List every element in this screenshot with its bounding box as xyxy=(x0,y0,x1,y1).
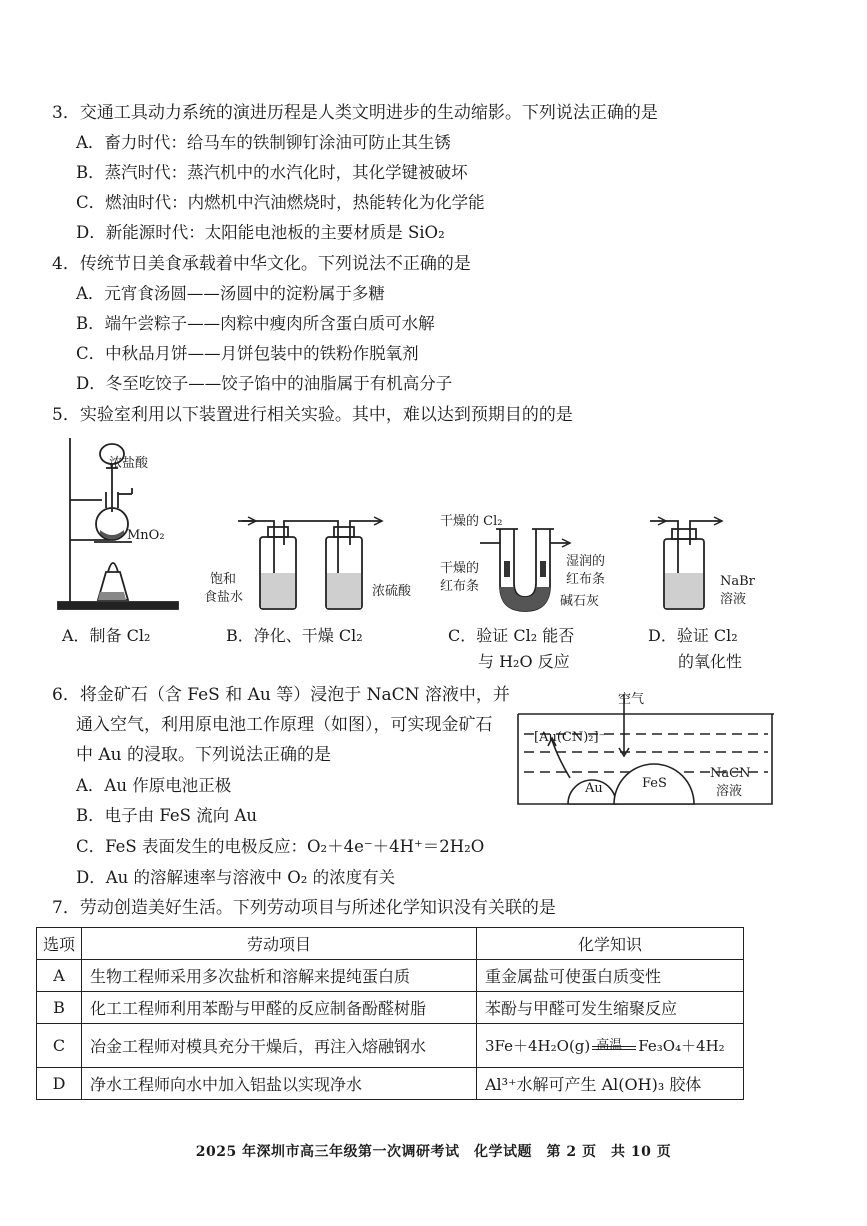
q6-label-nacn-1: NaCN xyxy=(710,766,751,781)
q4-option-b: B．端午尝粽子——肉粽中瘦肉所含蛋白质可水解 xyxy=(76,314,435,333)
q3-option-d: D．新能源时代：太阳能电池板的主要材质是 SiO₂ xyxy=(76,223,445,242)
q7-table-header-row xyxy=(37,928,744,960)
q6-stem-line-2: 通入空气，利用原电池工作原理（如图），可实现金矿石 xyxy=(76,715,493,735)
figure-b-label-salt-2: 食盐水 xyxy=(204,590,244,605)
figure-d-caption-1: D．验证 Cl₂ xyxy=(648,626,738,645)
q3-option-c: C．燃油时代：内燃机中汽油燃烧时，热能转化为化学能 xyxy=(76,193,485,212)
q6-label-air: 空气 xyxy=(618,692,645,707)
q7-row-c-option: C xyxy=(37,1024,82,1068)
q7-row-b-chem: 苯酚与甲醛可发生缩聚反应 xyxy=(477,992,744,1024)
q4-option-c: C．中秋品月饼——月饼包装中的铁粉作脱氧剂 xyxy=(76,344,419,363)
q6-option-c: C．FeS 表面发生的电极反应：O₂＋4e⁻＋4H⁺＝2H₂O xyxy=(76,837,485,856)
q7-row-c-labor: 冶金工程师对模具充分干燥后，再注入熔融钢水 xyxy=(82,1024,477,1068)
q3-stem: 3．交通工具动力系统的演进历程是人类文明进步的生动缩影。下列说法正确的是 xyxy=(52,103,658,123)
figure-c-caption-1: C．验证 Cl₂ 能否 xyxy=(448,626,575,645)
q7-row-d-labor: 净水工程师向水中加入铝盐以实现净水 xyxy=(82,1068,477,1100)
q7-row-c-equation-right: Fe₃O₄＋4H₂ xyxy=(638,1037,725,1055)
table-row xyxy=(37,992,744,1024)
q7-row-c-condition: 高温 xyxy=(596,1038,623,1053)
q7-row-c-condition-arrow xyxy=(592,1038,636,1056)
q7-row-d-chem: Al³⁺水解可产生 Al(OH)₃ 胶体 xyxy=(477,1068,744,1100)
figure-c-label-dry-cloth-2: 红布条 xyxy=(440,579,480,594)
figure-c-label-dry-cloth-1: 干燥的 xyxy=(440,561,480,576)
q7-row-a-option: A xyxy=(37,960,82,992)
q7-row-a-labor: 生物工程师采用多次盐析和溶解来提纯蛋白质 xyxy=(82,960,477,992)
q6-option-d: D．Au 的溶解速率与溶液中 O₂ 的浓度有关 xyxy=(76,868,396,887)
figure-d-caption-2: 的氧化性 xyxy=(678,652,743,671)
q4-option-d: D．冬至吃饺子——饺子馅中的油脂属于有机高分子 xyxy=(76,374,453,393)
q3-option-a: A．畜力时代：给马车的铁制铆钉涂油可防止其生锈 xyxy=(76,133,451,152)
table-row xyxy=(37,1024,744,1068)
figure-a-caption: A．制备 Cl₂ xyxy=(62,626,151,645)
q7-header-chem: 化学知识 xyxy=(477,928,744,960)
q6-label-fes: FeS xyxy=(642,776,667,791)
q6-stem-line-1: 6．将金矿石（含 FeS 和 Au 等）浸泡于 NaCN 溶液中，并 xyxy=(52,685,510,705)
q4-option-a: A．元宵食汤圆——汤圆中的淀粉属于多糖 xyxy=(76,284,385,303)
figure-a-label-mno2: MnO₂ xyxy=(127,528,165,543)
q7-row-c-equation-left: 3Fe＋4H₂O(g) xyxy=(485,1037,591,1055)
q7-row-a-chem: 重金属盐可使蛋白质变性 xyxy=(477,960,744,992)
q7-header-labor: 劳动项目 xyxy=(82,928,477,960)
q7-row-b-option: B xyxy=(37,992,82,1024)
figure-b-apparatus xyxy=(238,515,388,615)
figure-c-label-dry-cl2: 干燥的 Cl₂ xyxy=(440,514,503,529)
q6-stem-line-3: 中 Au 的浸取。下列说法正确的是 xyxy=(76,745,332,765)
figure-b-label-h2so4: 浓硫酸 xyxy=(372,584,412,599)
q6-option-b: B．电子由 FeS 流向 Au xyxy=(76,806,258,825)
q7-stem: 7．劳动创造美好生活。下列劳动项目与所述化学知识没有关联的是 xyxy=(52,898,556,918)
figure-d-label-nabr-1: NaBr xyxy=(720,574,755,589)
q7-table xyxy=(36,927,744,1100)
q6-label-complex: [Au(CN)₂]⁻ xyxy=(534,730,606,745)
q3-option-b: B．蒸汽时代：蒸汽机中的水汽化时，其化学键被破坏 xyxy=(76,163,468,182)
q7-header-option: 选项 xyxy=(37,928,82,960)
q6-label-au: Au xyxy=(585,781,603,796)
figure-b-label-salt-1: 饱和 xyxy=(210,572,237,587)
table-row xyxy=(37,1068,744,1100)
figure-a-label-acid: 浓盐酸 xyxy=(109,456,149,471)
q7-row-d-option: D xyxy=(37,1068,82,1100)
q5-stem: 5．实验室利用以下装置进行相关实验。其中，难以达到预期目的的是 xyxy=(52,405,573,425)
table-row xyxy=(37,960,744,992)
figure-c-label-wet-cloth-2: 红布条 xyxy=(566,572,606,587)
q4-stem: 4．传统节日美食承载着中华文化。下列说法不正确的是 xyxy=(52,254,471,274)
q7-row-b-labor: 化工工程师利用苯酚与甲醛的反应制备酚醛树脂 xyxy=(82,992,477,1024)
figure-c-caption-2: 与 H₂O 反应 xyxy=(478,652,570,671)
q7-row-c-chem xyxy=(477,1024,744,1068)
figure-d-label-nabr-2: 溶液 xyxy=(720,592,747,607)
q6-label-nacn-2: 溶液 xyxy=(716,784,743,799)
figure-c-label-soda-lime: 碱石灰 xyxy=(560,594,600,609)
figure-b-caption: B．净化、干燥 Cl₂ xyxy=(226,626,363,645)
figure-c-label-wet-cloth-1: 湿润的 xyxy=(566,554,606,569)
page-footer: 2025 年深圳市高三年级第一次调研考试 化学试题 第 2 页 共 10 页 xyxy=(195,1144,672,1160)
q6-option-a: A．Au 作原电池正极 xyxy=(76,776,232,795)
figure-d-apparatus xyxy=(650,515,730,615)
